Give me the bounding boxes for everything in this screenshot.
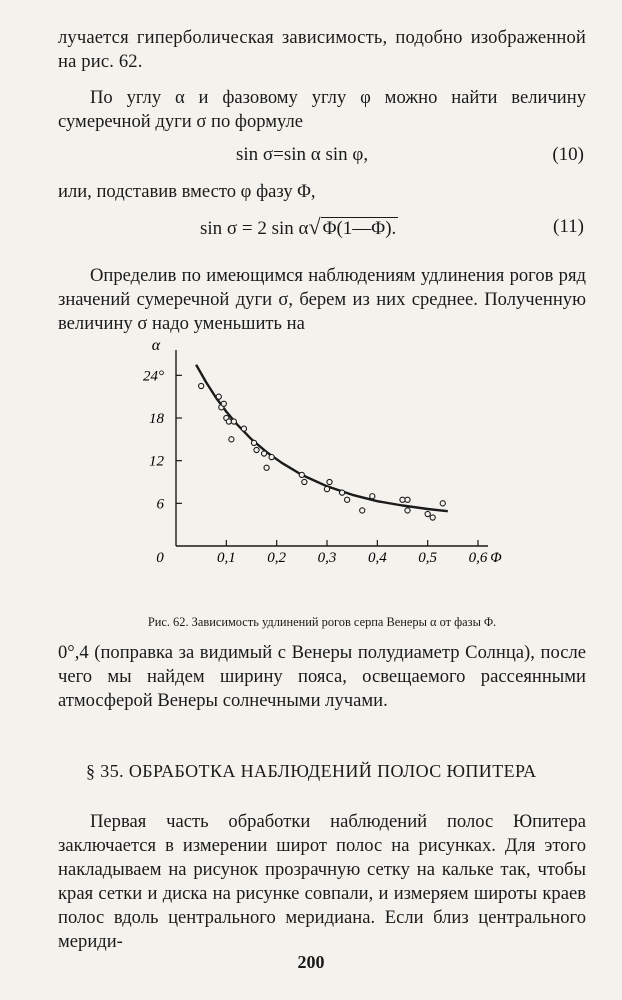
x-tick-label: 0,4 — [367, 550, 387, 566]
x-tick-label: 0 — [156, 550, 164, 566]
section-heading: § 35. ОБРАБОТКА НАБЛЮДЕНИЙ ПОЛОС ЮПИТЕРА — [86, 761, 537, 781]
formula-11-expression — [200, 210, 398, 246]
sqrt-sign: √ — [308, 214, 321, 239]
x-tick-label: 0,5 — [418, 550, 438, 566]
y-tick-label: 12 — [149, 453, 164, 470]
data-point — [221, 401, 226, 406]
data-point — [231, 419, 236, 424]
data-point — [405, 497, 410, 502]
y-axis-label: α — [151, 337, 161, 354]
data-point — [254, 447, 259, 452]
data-point — [264, 465, 269, 470]
page-number: 200 — [297, 952, 325, 972]
data-point — [430, 515, 435, 520]
paragraph-1: лучается гиперболическая зависимость, подобно изображенной на рис. 62. — [58, 27, 586, 72]
y-tick-label: 24° — [143, 368, 164, 385]
x-tick-label: 0,2 — [267, 550, 287, 566]
figure-caption: Рис. 62. Зависимость удлинений рогов серпа Венеры α от фазы Φ. — [147, 615, 497, 629]
formula-10 — [58, 138, 586, 172]
data-point — [425, 511, 430, 516]
x-tick-label: 0,6 — [468, 550, 488, 566]
data-point — [345, 497, 350, 502]
data-point — [360, 508, 365, 513]
data-point — [299, 472, 304, 477]
paragraph-3: или, подставив вместо φ фазу Φ, — [58, 181, 316, 202]
y-tick-label: 6 — [156, 496, 164, 513]
scatter-chart — [58, 337, 586, 611]
data-point — [261, 451, 266, 456]
paragraph-6: Первая часть обработки наблюдений полос Юпитера заключается в измерении широт полос на рисунках. Для этого накладываем на рисунок прозрачную сетку на кальке так, чтобы края сетки и диска на рисунке совпали, и измеряем широты краев полос вдоль центрального меридиана. Если близ центрального мериди- — [58, 811, 586, 952]
formula-11-radicand: Φ(1—Φ). — [322, 218, 397, 239]
data-point — [370, 494, 375, 499]
data-point — [340, 490, 345, 495]
data-point — [327, 479, 332, 484]
paragraph-4: Определив по имеющимся наблюдениям удлинения рогов ряд значений сумеречной дуги σ, берем из них среднее. Полученную величину σ надо уменьшить на — [58, 265, 586, 334]
data-point — [216, 394, 221, 399]
x-tick-label: 0,3 — [317, 550, 337, 566]
figure-62 — [58, 337, 586, 611]
formula-11-left: sin σ = 2 sin α — [200, 218, 309, 239]
data-point — [400, 497, 405, 502]
page-body — [58, 26, 586, 954]
formula-11-number: (11) — [553, 216, 584, 237]
x-tick-label: 0,1 — [216, 550, 236, 566]
paragraph-5: 0°,4 (поправка за видимый с Венеры полудиаметр Солнца), после чего мы найдем ширину пояса, освещаемого рассеянными атмосферой Венеры солнечными лучами. — [58, 642, 586, 711]
data-point — [302, 479, 307, 484]
paragraph-2: По углу α и фазовому углу φ можно найти величину сумеречной дуги σ по формуле — [58, 87, 586, 132]
formula-10-number: (10) — [552, 144, 584, 165]
data-point — [241, 426, 246, 431]
formula-11 — [58, 210, 586, 244]
data-point — [440, 501, 445, 506]
data-point — [229, 437, 234, 442]
data-point — [324, 487, 329, 492]
data-point — [269, 455, 274, 460]
y-tick-label: 18 — [149, 411, 164, 427]
x-axis-label: Φ — [490, 550, 502, 566]
data-point — [405, 508, 410, 513]
data-point — [251, 440, 256, 445]
data-point — [226, 419, 231, 424]
formula-10-expression: sin σ=sin α sin φ, — [236, 144, 369, 165]
data-point — [199, 383, 204, 388]
